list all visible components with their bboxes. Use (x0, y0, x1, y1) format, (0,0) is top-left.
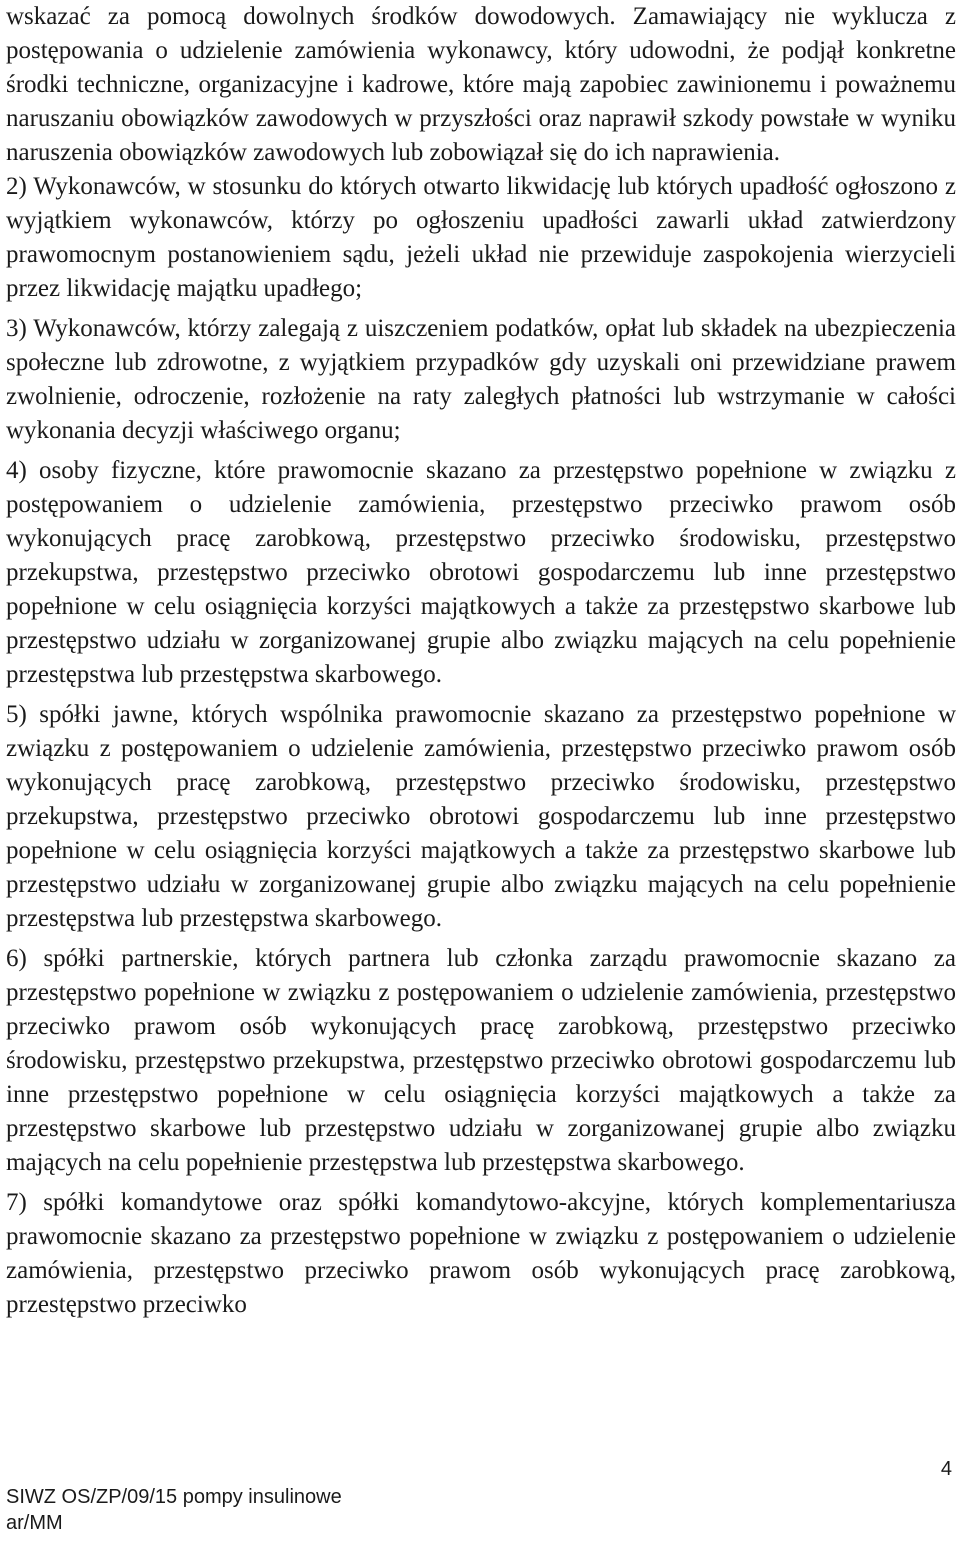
paragraph-item-6: 6) spółki partnerskie, których partnera lub członka zarządu prawomocnie skazano za przestępstwo popełnione w związku z postępowaniem o udzielenie zamówienia, przestępstwo przeciwko prawom osób wykonujących pracę zarobkową, przestępstwo przeciwko środowisku, przestępstwo przekupstwa, przestępstwo przeciwko obrotowi gospodarczemu lub inne przestępstwo popełnione w celu osiągnięcia korzyści majątkowych a także za przestępstwo skarbowe lub przestępstwo udziału w zorganizowanej grupie albo związku mających na celu popełnienie przestępstwa lub przestępstwa skarbowego. (6, 945, 956, 1176)
document-body (6, 0, 956, 1322)
paragraph-item-5: 5) spółki jawne, których wspólnika prawomocnie skazano za przestępstwo popełnione w związku z postępowaniem o udzielenie zamówienia, przestępstwo przeciwko prawom osób wykonujących pracę zarobkową, przestępstwo przeciwko środowisku, przestępstwo przekupstwa, przestępstwo przeciwko obrotowi gospodarczemu lub inne przestępstwo popełnione w celu osiągnięcia korzyści majątkowych a także za przestępstwo skarbowe lub przestępstwo udziału w zorganizowanej grupie albo związku mających na celu popełnienie przestępstwa lub przestępstwa skarbowego. (6, 701, 956, 932)
footer-document-reference: SIWZ OS/ZP/09/15 pompy insulinowe (6, 1486, 342, 1508)
page-footer (6, 1484, 956, 1536)
footer-author-initials: ar/MM (6, 1512, 63, 1534)
paragraph-intro: wskazać za pomocą dowolnych środków dowodowych. Zamawiający nie wyklucza z postępowania o udzielenie zamówienia wykonawcy, który udowodni, że podjął konkretne środki techniczne, organizacyjne i kadrowe, które mają zapobiec zawinionemu i poważnemu naruszaniu obowiązków zawodowych w przyszłości oraz naprawił szkody powstałe w wyniku naruszenia obowiązków zawodowych lub zobowiązał się do ich naprawienia. (6, 3, 956, 166)
paragraph-item-4: 4) osoby fizyczne, które prawomocnie skazano za przestępstwo popełnione w związku z postępowaniem o udzielenie zamówienia, przestępstwo przeciwko prawom osób wykonujących pracę zarobkową, przestępstwo przeciwko środowisku, przestępstwo przekupstwa, przestępstwo przeciwko obrotowi gospodarczemu lub inne przestępstwo popełnione w celu osiągnięcia korzyści majątkowych a także za przestępstwo skarbowe lub przestępstwo udziału w zorganizowanej grupie albo związku mających na celu popełnienie przestępstwa lub przestępstwa skarbowego. (6, 457, 956, 688)
paragraph-item-2: 2) Wykonawców, w stosunku do których otwarto likwidację lub których upadłość ogłoszono z wyjątkiem wykonawców, którzy po ogłoszeniu upadłości zawarli układ zatwierdzony prawomocnym postanowieniem sądu, jeżeli układ nie przewiduje zaspokojenia wierzycieli przez likwidację majątku upadłego; (6, 173, 956, 302)
paragraph-item-3: 3) Wykonawców, którzy zalegają z uiszczeniem podatków, opłat lub składek na ubezpieczenia społeczne lub zdrowotne, z wyjątkiem przypadków gdy uzyskali oni przewidziane prawem zwolnienie, odroczenie, rozłożenie na raty zaległych płatności lub wstrzymanie w całości wykonania decyzji właściwego organu; (6, 315, 956, 444)
page-number: 4 (940, 1458, 952, 1480)
paragraph-item-7: 7) spółki komandytowe oraz spółki komandytowo-akcyjne, których komplementariusza prawomocnie skazano za przestępstwo popełnione w związku z postępowaniem o udzielenie zamówienia, przestępstwo przeciwko prawom osób wykonujących pracę zarobkową, przestępstwo przeciwko (6, 1189, 956, 1318)
